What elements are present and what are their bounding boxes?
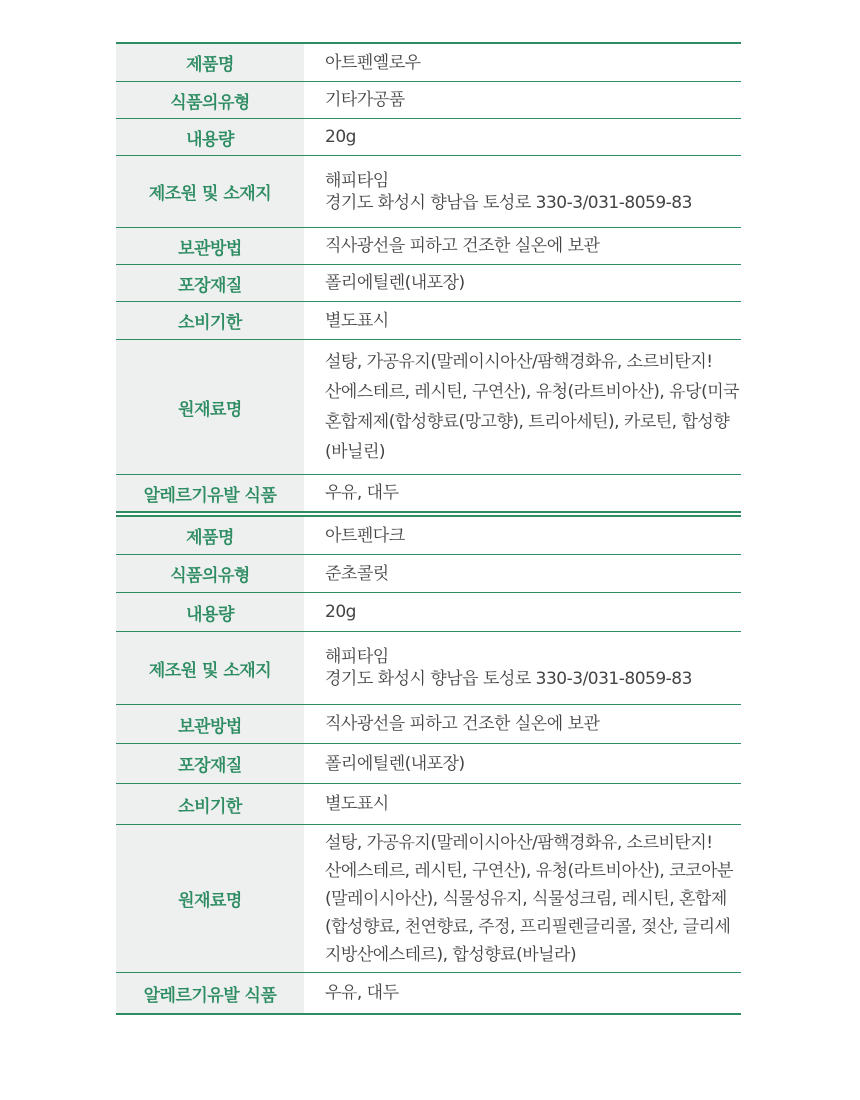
value-food-type: 준초콜릿 <box>325 563 389 584</box>
value-packaging: 폴리에틸렌(내포장) <box>325 273 465 293</box>
value-allergens: 우유, 대두 <box>325 483 399 503</box>
row-packaging <box>116 744 741 784</box>
row-ingredients <box>116 340 741 475</box>
label-expiration: 소비기한 <box>116 302 304 339</box>
value-storage: 직사광선을 피하고 건조한 실온에 보관 <box>325 714 600 734</box>
value-storage: 직사광선을 피하고 건조한 실온에 보관 <box>325 236 600 256</box>
row-manufacturer <box>116 156 741 228</box>
value-product-name: 아트펜다크 <box>325 525 405 546</box>
value-product-name: 아트펜옐로우 <box>325 52 421 73</box>
label-net-content: 내용량 <box>116 119 304 155</box>
value-manufacturer: 해피타임 경기도 화성시 향남읍 토성로 330-3/031-8059-83 <box>325 647 692 689</box>
row-food-type <box>116 82 741 119</box>
label-packaging: 포장재질 <box>116 744 304 783</box>
value-ingredients: 설탕, 가공유지(말레이시아산/팜핵경화유, 소르비탄지! 산에스테르, 레시틴, 구연산), 유청(라트비아산), 유당(미국 혼합제제(합성향료(망고향), 트리아세틴), 카로틴, 합성향 (바닐린) <box>325 352 740 462</box>
row-product-name <box>116 44 741 82</box>
row-storage <box>116 228 741 265</box>
label-expiration: 소비기한 <box>116 784 304 824</box>
value-ingredients: 설탕, 가공유지(말레이시아산/팜핵경화유, 소르비탄지! 산에스테르, 레시틴, 구연산), 유청(라트비아산), 코코아분 (말레이시아산), 식물성유지, 식물성크림, 레시틴, 혼합제 (합성향료, 천연향료, 주정, 프리필렌글리콜, 젖산, 글리세 지방산에스테르), 합성향료(바닐라) <box>325 832 733 965</box>
row-net-content <box>116 119 741 156</box>
label-storage: 보관방법 <box>116 228 304 264</box>
row-product-name <box>116 517 741 555</box>
row-manufacturer <box>116 632 741 705</box>
value-net-content: 20g <box>325 602 356 622</box>
label-product-name: 제품명 <box>116 517 304 554</box>
row-expiration <box>116 302 741 340</box>
row-storage <box>116 705 741 744</box>
label-food-type: 식품의유형 <box>116 82 304 118</box>
label-manufacturer: 제조원 및 소재지 <box>116 632 304 704</box>
row-allergens <box>116 475 741 511</box>
label-net-content: 내용량 <box>116 593 304 631</box>
label-food-type: 식품의유형 <box>116 555 304 592</box>
product-info-table-1 <box>116 42 741 513</box>
label-manufacturer: 제조원 및 소재지 <box>116 156 304 227</box>
row-ingredients <box>116 825 741 973</box>
row-food-type <box>116 555 741 593</box>
row-expiration <box>116 784 741 825</box>
value-food-type: 기타가공품 <box>325 90 405 110</box>
value-expiration: 별도표시 <box>325 310 389 331</box>
value-expiration: 별도표시 <box>325 794 389 814</box>
value-packaging: 폴리에틸렌(내포장) <box>325 753 465 774</box>
value-allergens: 우유, 대두 <box>325 983 399 1003</box>
row-allergens <box>116 973 741 1013</box>
label-product-name: 제품명 <box>116 44 304 81</box>
label-packaging: 포장재질 <box>116 265 304 301</box>
label-ingredients: 원재료명 <box>116 825 304 972</box>
value-net-content: 20g <box>325 127 356 147</box>
label-allergens: 알레르기유발 식품 <box>116 475 304 511</box>
value-manufacturer: 해피타임 경기도 화성시 향남읍 토성로 330-3/031-8059-83 <box>325 170 692 213</box>
label-allergens: 알레르기유발 식품 <box>116 973 304 1013</box>
product-info-table-2 <box>116 515 741 1015</box>
label-storage: 보관방법 <box>116 705 304 743</box>
label-ingredients: 원재료명 <box>116 340 304 474</box>
row-packaging <box>116 265 741 302</box>
row-net-content <box>116 593 741 632</box>
